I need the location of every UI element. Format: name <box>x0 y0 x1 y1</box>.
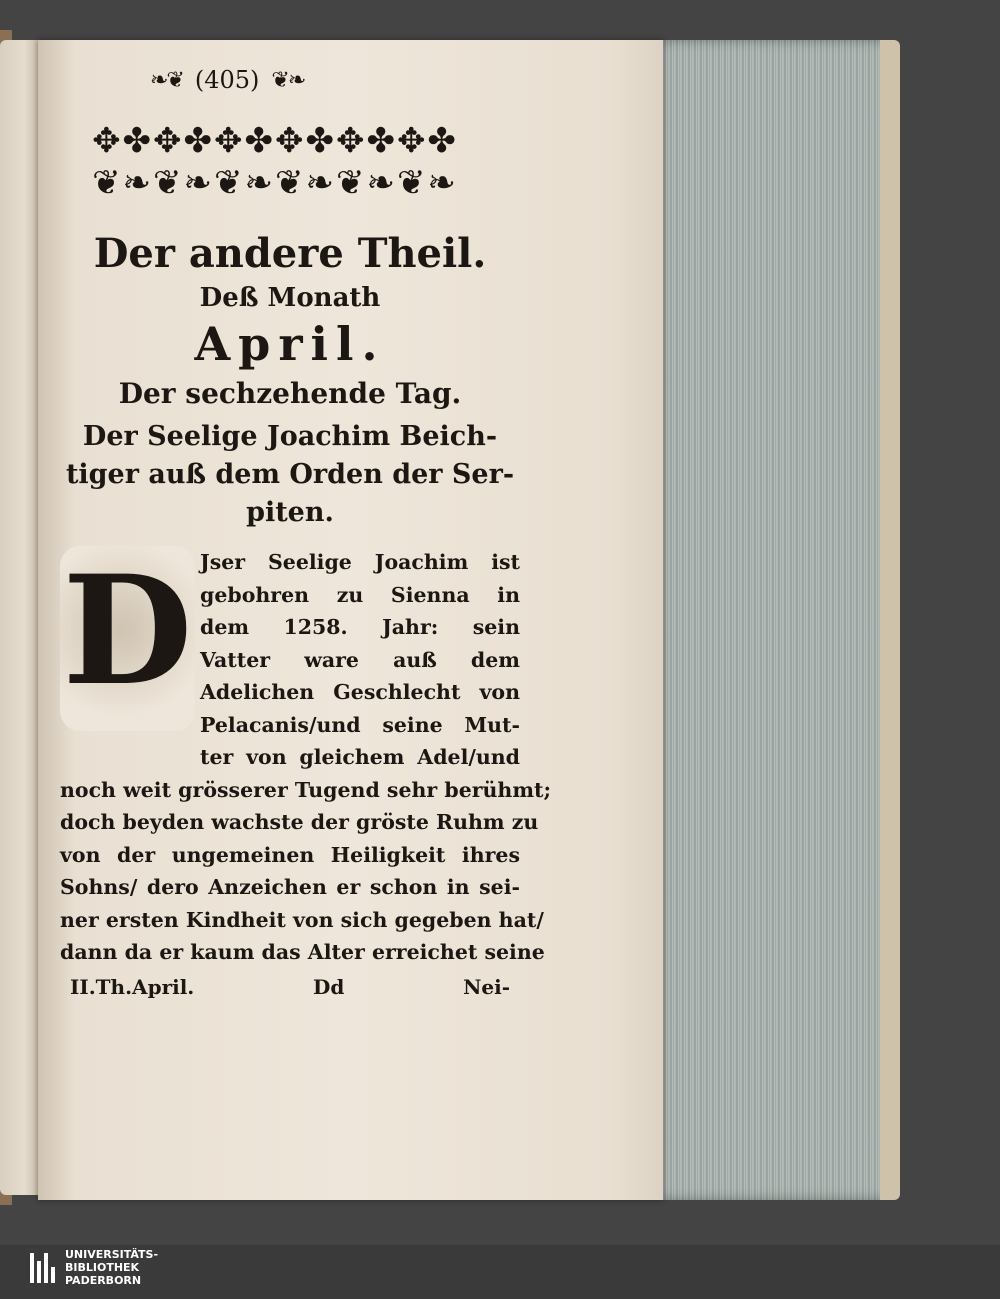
text-line: dann da er kaum das Alter erreichet seine <box>60 940 545 964</box>
text-line: Adelichen Geschlecht von <box>200 680 520 704</box>
part-title: Der andere Theil. <box>93 230 487 277</box>
text-line: gebohren zu Sienna in <box>200 582 520 607</box>
text-line: ter von gleichem Adel/und <box>200 745 520 769</box>
book-cover-right <box>880 40 900 1200</box>
text-line: ner ersten Kindheit von sich gegeben hat/ <box>60 907 544 932</box>
text-line: Vatter ware auß dem <box>200 647 520 672</box>
text-line: doch beyden wachste der gröste Ruhm zu <box>60 810 539 834</box>
text-line: Jser Seelige Joachim ist <box>200 550 520 574</box>
header-ornament-right: ❦❧ <box>271 67 305 93</box>
page-number: (405) <box>194 66 260 94</box>
page-block-edges <box>655 40 900 1200</box>
previous-page-edge <box>0 40 40 1195</box>
library-logo-text <box>65 1248 158 1287</box>
month-name: April. <box>194 317 386 371</box>
day-title: Der sechzehende Tag. <box>118 377 462 410</box>
signature-mark: Dd <box>313 974 345 999</box>
body-full <box>60 741 552 969</box>
ornamental-band <box>60 120 490 208</box>
heading-line: Der Seelige Joachim Beich- <box>82 421 498 452</box>
page-text <box>60 60 552 1003</box>
library-logo[interactable] <box>30 1248 158 1287</box>
page-footer <box>60 971 520 1004</box>
logo-line: UNIVERSITÄTS- <box>65 1248 159 1261</box>
logo-line: PADERBORN <box>65 1274 142 1287</box>
signature-left: II.Th.April. <box>70 974 195 999</box>
text-line: noch weit grösserer Tugend sehr berühmt; <box>60 777 552 802</box>
running-header <box>150 60 520 100</box>
body-text <box>60 543 552 1003</box>
body-indented <box>200 546 520 741</box>
header-ornament-left: ❧❦ <box>150 67 183 93</box>
text-line: dem 1258. Jahr: sein <box>200 615 520 639</box>
saint-heading <box>60 418 520 532</box>
ornament-row: ✥✤✥✤✥✤✥✤✥✤✥✤ <box>92 121 458 161</box>
text-line: Sohns/ dero Anzeichen er schon in sei- <box>60 875 520 899</box>
ornament-row: ❦❧❦❧❦❧❦❧❦❧❦❧ <box>92 163 458 203</box>
decorated-initial: D <box>60 546 195 731</box>
library-logo-icon <box>30 1253 55 1283</box>
heading-line: piten. <box>246 497 334 528</box>
catchword: Nei- <box>463 974 510 999</box>
logo-line: BIBLIOTHEK <box>65 1261 140 1274</box>
month-label: Deß Monath <box>199 283 381 313</box>
text-line: von der ungemeinen Heiligkeit ihres <box>60 842 520 867</box>
heading-line: tiger auß dem Orden der Ser- <box>65 459 515 490</box>
text-line: Pelacanis/und seine Mut- <box>200 712 520 737</box>
